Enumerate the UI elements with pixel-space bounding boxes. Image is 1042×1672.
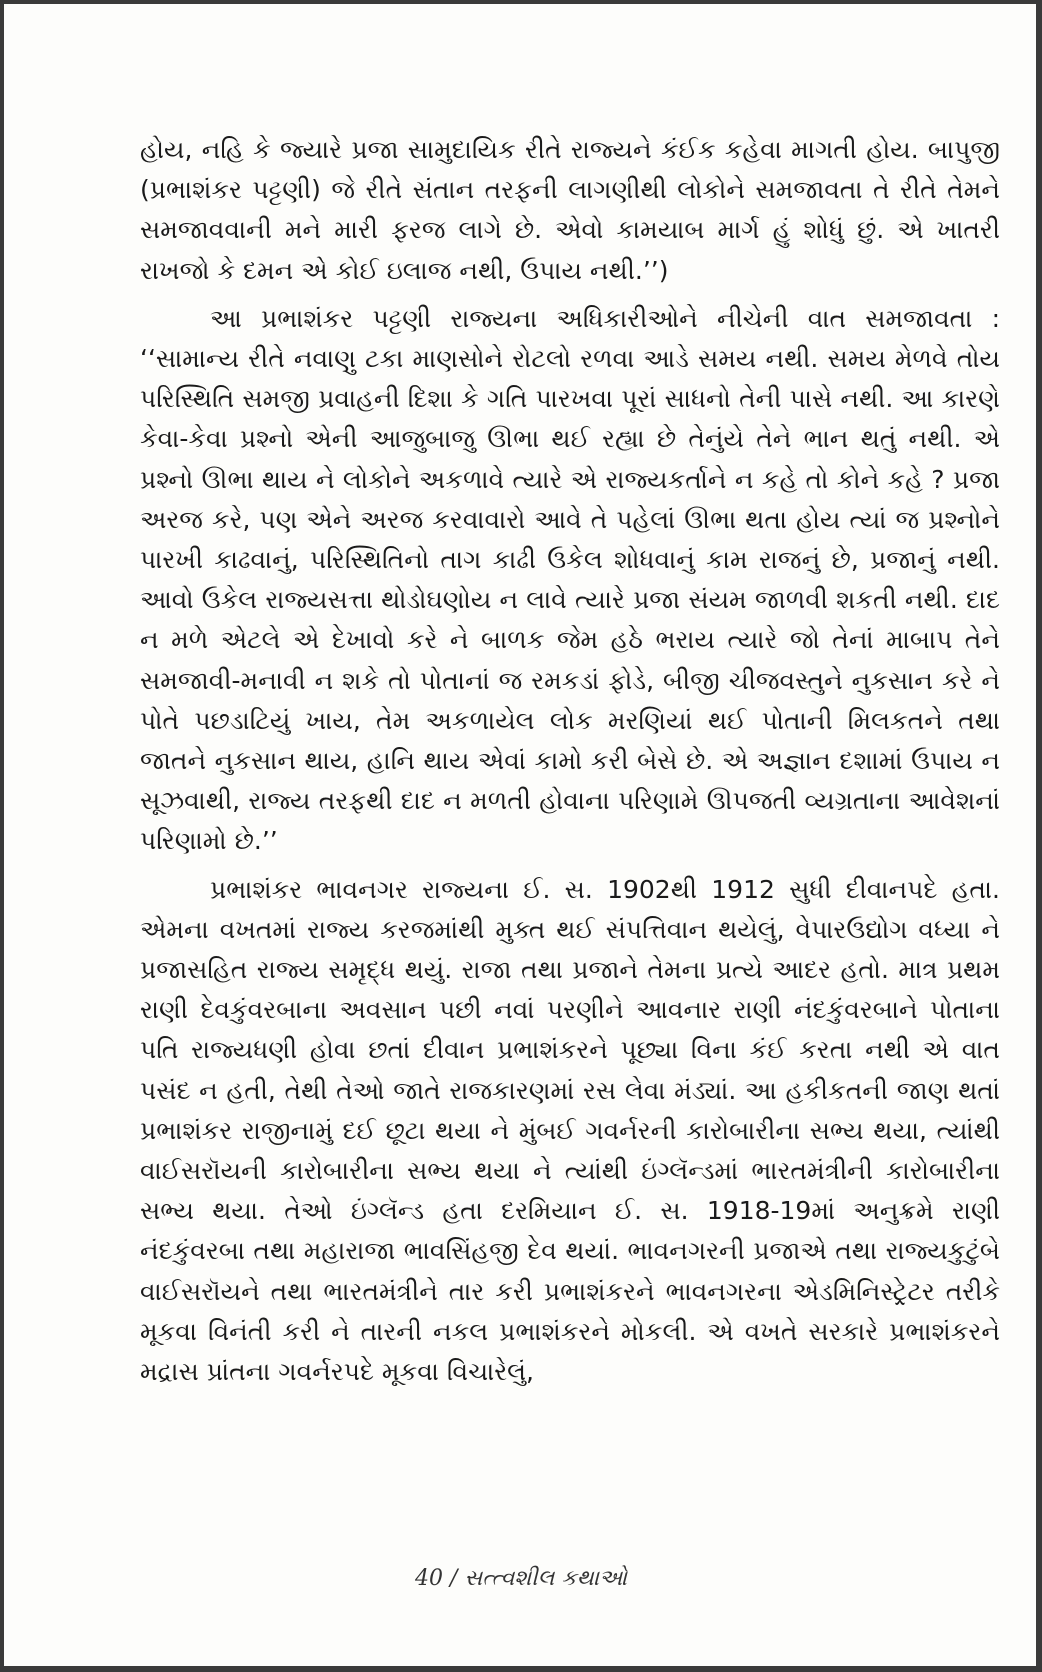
page-footer: 40 / સત્ત્વશીલ કથાઓ xyxy=(415,1566,627,1591)
paragraph-history: પ્રભાશંકર ભાવનગર રાજ્યના ઈ. સ. 1902થી 1912 સુધી દીવાનપદે હતા. એમના વખતમાં રાજ્ય કરજમાંથી મુક્ત થઈ સંપત્તિવાન થયેલું, વેપારઉદ્યોગ વધ્યા ને પ્રજાસહિત રાજ્ય સમૃદ્ધ થયું. રાજા તથા પ્રજાને તેમના પ્રત્યે આદર હતો. માત્ર પ્રથમ રાણી દેવકુંવરબાના અવસાન પછી નવાં પરણીને આવનાર રાણી નંદકુંવરબાને પોતાના પતિ રાજ્યધણી હોવા છતાં દીવાન પ્રભાશંકરને પૂછ્યા વિના કંઈ કરતા નથી એ વાત પસંદ ન હતી, તેથી તેઓ જાતે રાજકારણમાં રસ લેવા મંડ્યાં. આ હકીકતની જાણ થતાં પ્રભાશંકર રાજીનામું દઈ છૂટા થયા ને મુંબઈ ગવર્નરની કારોબારીના સભ્ય થયા, ત્યાંથી વાઈસરૉયની કારોબારીના સભ્ય થયા ને ત્યાંથી ઇંગ્લૅન્ડમાં ભારતમંત્રીની કારોબારીના સભ્ય થયા. તેઓ ઇંગ્લૅન્ડ હતા દરમિયાન ઈ. સ. 1918-19માં અનુક્રમે રાણી નંદકુંવરબા તથા મહારાજા ભાવસિંહજી દેવ થયાં. ભાવનગરની પ્રજાએ તથા રાજ્યકુટુંબે વાઈસરૉયને તથા ભારતમંત્રીને તાર કરી પ્રભાશંકરને ભાવનગરના એડમિનિસ્ટ્રેટર તરીકે મૂકવા વિનંતી કરી ને તારની નકલ પ્રભાશંકરને મોકલી. એ વખતે સરકારે પ્રભાશંકરને મદ્રાસ પ્રાંતના ગવર્નરપદે મૂકવા વિચારેલું, xyxy=(140,874,1000,1387)
body-text xyxy=(140,130,1000,1400)
paragraph-quote: આ પ્રભાશંકર પટ્ટણી રાજ્યના અધિકારીઓને નીચેની વાત સમજાવતા : ‘‘સામાન્ય રીતે નવાણુ ટકા માણસોને રોટલો રળવા આડે સમય નથી. સમય મેળવે તોય પરિસ્થિતિ સમજી પ્રવાહની દિશા કે ગતિ પારખવા પૂરાં સાધનો તેની પાસે નથી. આ કારણે કેવા-કેવા પ્રશ્નો એની આજુબાજુ ઊભા થઈ રહ્યા છે તેનુંયે તેને ભાન થતું નથી. એ પ્રશ્નો ઊભા થાય ને લોકોને અકળાવે ત્યારે એ રાજ્યકર્તાને ન કહે તો કોને કહે ? પ્રજા અરજ કરે, પણ એને અરજ કરવાવારો આવે તે પહેલાં ઊભા થતા હોય ત્યાં જ પ્રશ્નોને પારખી કાઢવાનું, પરિસ્થિતિનો તાગ કાઢી ઉકેલ શોધવાનું કામ રાજનું છે, પ્રજાનું નથી. આવો ઉકેલ રાજ્યસત્તા થોડોઘણોય ન લાવે ત્યારે પ્રજા સંયમ જાળવી શકતી નથી. દાદ ન મળે એટલે એ દેખાવો કરે ને બાળક જેમ હઠે ભરાય ત્યારે જો તેનાં માબાપ તેને સમજાવી-મનાવી ન શકે તો પોતાનાં જ રમકડાં ફોડે, બીજી ચીજવસ્તુને નુકસાન કરે ને પોતે પછડાટિયું ખાય, તેમ અકળાયેલ લોક મરણિયાં થઈ પોતાની મિલકતને તથા જાતને નુકસાન થાય, હાનિ થાય એવાં કામો કરી બેસે છે. એ અજ્ઞાન દશામાં ઉપાય ન સૂઝવાથી, રાજ્ય તરફથી દાદ ન મળતી હોવાના પરિણામે ઊપજતી વ્યગ્રતાના આવેશનાં પરિણામો છે.’’ xyxy=(140,303,1000,856)
paragraph-continuation: હોય, નહિ કે જ્યારે પ્રજા સામુદાયિક રીતે રાજ્યને કંઈક કહેવા માગતી હોય. બાપુજી (પ્રભાશંકર પટ્ટણી) જે રીતે સંતાન તરફની લાગણીથી લોકોને સમજાવતા તે રીતે તેમને સમજાવવાની મને મારી ફરજ લાગે છે. એવો કામયાબ માર્ગ હું શોધું છું. એ ખાતરી રાખજો કે દમન એ કોઈ ઇલાજ નથી, ઉપાય નથી.’’) xyxy=(140,135,1000,285)
